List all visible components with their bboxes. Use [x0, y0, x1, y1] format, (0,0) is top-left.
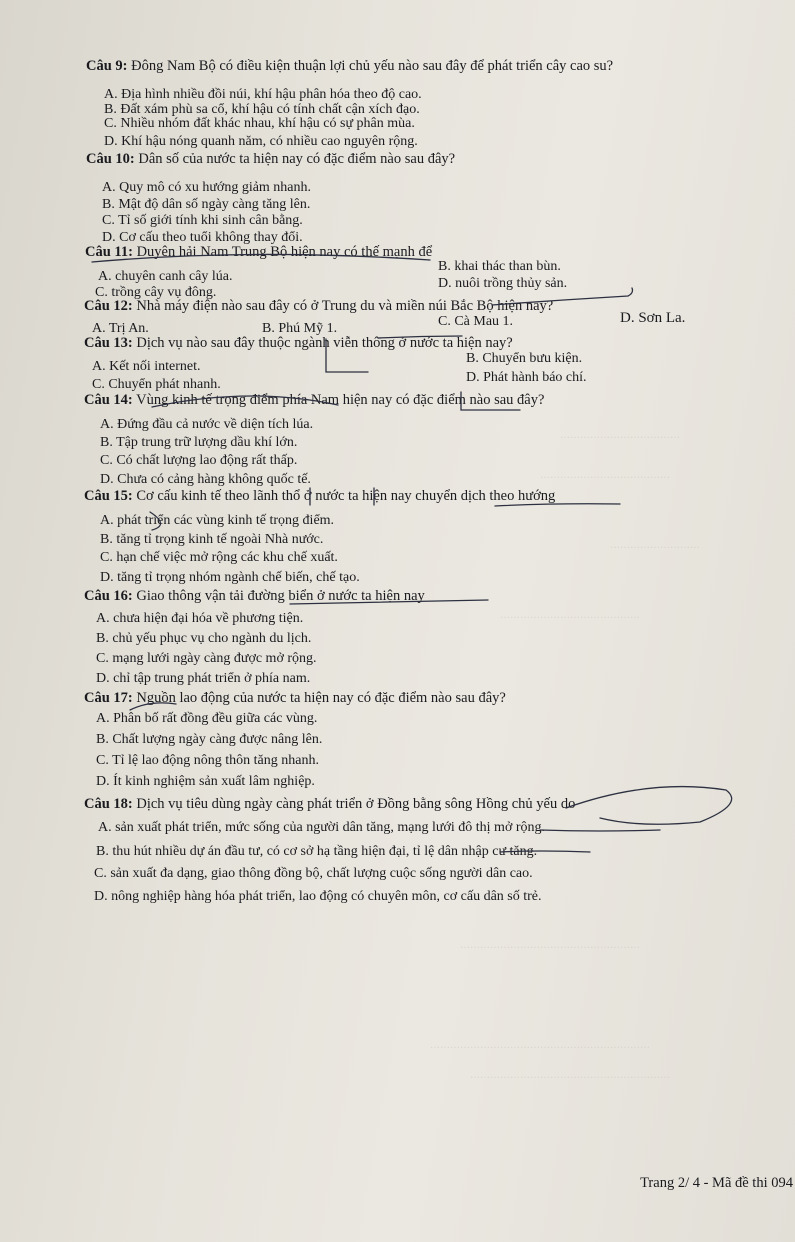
underline-mark [495, 504, 620, 506]
question-number: Câu 12: [84, 298, 133, 314]
q11-option-c: C. trồng cây vụ đông. [95, 285, 217, 300]
q13-option-c: C. Chuyển phát nhanh. [92, 377, 221, 392]
question-stem: Nhà máy điện nào sau đây có ở Trung du và miền núi Bắc Bộ hiện nay? [136, 298, 554, 314]
bleed-through: ………………………………… [540, 470, 670, 481]
question-number: Câu 10: [86, 151, 135, 167]
q12-option-b: B. Phú Mỹ 1. [262, 321, 338, 336]
q15-option-d: D. tăng tỉ trọng nhóm ngành chế biến, chế tạo. [100, 570, 360, 585]
question-stem: Duyên hải Nam Trung Bộ hiện nay có thế mạnh để [136, 244, 433, 260]
page-footer: Trang 2/ 4 - Mã đề thi 094 [640, 1175, 793, 1191]
bleed-through: ……………………… [610, 540, 700, 551]
q16-option-d: D. chỉ tập trung phát triển ở phía nam. [96, 671, 311, 686]
question-number: Câu 18: [84, 796, 133, 812]
underline-mark [500, 851, 590, 852]
q17-option-b: B. Chất lượng ngày càng được nâng lên. [96, 732, 323, 747]
question-stem: Giao thông vận tải đường biển ở nước ta hiện nay [136, 588, 425, 604]
q10-option-d: D. Cơ cấu theo tuổi không thay đổi. [102, 230, 303, 245]
bleed-through: …………………………………… [500, 610, 640, 621]
question-number: Câu 13: [84, 335, 133, 351]
q17-option-d: D. Ít kinh nghiệm sản xuất lâm nghiệp. [96, 774, 315, 789]
circle-mark [566, 787, 732, 825]
q9-option-a: A. Địa hình nhiều đồi núi, khí hậu phân hóa theo độ cao. [104, 87, 422, 102]
underline-mark [290, 600, 488, 604]
question-number: Câu 16: [84, 588, 133, 604]
tick-mark [150, 512, 161, 530]
q10-option-b: B. Mật độ dân số ngày càng tăng lên. [102, 197, 311, 212]
question-stem: Dịch vụ nào sau đây thuộc ngành viễn thông ở nước ta hiện nay? [136, 335, 513, 351]
q16-option-b: B. chủ yếu phục vụ cho ngành du lịch. [96, 631, 312, 646]
q9-option-b: B. Đất xám phù sa cổ, khí hậu có tính chất cận xích đạo. [104, 102, 420, 117]
question-stem: Cơ cấu kinh tế theo lãnh thổ ở nước ta hiện nay chuyển dịch theo hướng [136, 488, 556, 504]
tick-mark [130, 703, 176, 710]
question-number: Câu 17: [84, 690, 133, 706]
q12-option-a: A. Trị An. [92, 321, 149, 336]
q14-option-c: C. Có chất lượng lao động rất thấp. [100, 453, 298, 468]
q9-option-d: D. Khí hậu nóng quanh năm, có nhiều cao nguyên rộng. [104, 134, 418, 149]
q18-option-c: C. sản xuất đa dạng, giao thông đồng bộ, chất lượng cuộc sống người dân cao. [94, 866, 533, 881]
question-number: Câu 9: [86, 58, 128, 74]
q14-option-b: B. Tập trung trữ lượng dầu khí lớn. [100, 435, 298, 450]
underline-mark [92, 254, 430, 262]
q12-option-d: D. Sơn La. [620, 310, 686, 326]
question-stem: Vùng kinh tế trọng điểm phía Nam hiện nay có đặc điểm nào sau đây? [136, 392, 545, 408]
q15-option-a: A. phát triển các vùng kinh tế trọng điểm. [100, 513, 335, 528]
q15-option-b: B. tăng tỉ trọng kinh tế ngoài Nhà nước. [100, 532, 324, 547]
question-number: Câu 11: [85, 244, 133, 260]
bleed-through: ………………………………………………………… [430, 1040, 650, 1051]
q11-option-b: B. khai thác than bùn. [438, 259, 561, 274]
arc-mark [152, 396, 338, 407]
question-stem: Nguồn lao động của nước ta hiện nay có đặc điểm nào sau đây? [136, 690, 506, 706]
q9-option-c: C. Nhiều nhóm đất khác nhau, khí hậu có sự phân mùa. [104, 116, 415, 131]
q15-option-c: C. hạn chế việc mở rộng các khu chế xuất. [100, 550, 338, 565]
q16-option-c: C. mạng lưới ngày càng được mở rộng. [96, 651, 317, 666]
q17-option-c: C. Tỉ lệ lao động nông thôn tăng nhanh. [96, 753, 319, 768]
q13-option-d: D. Phát hành báo chí. [466, 370, 587, 385]
q11-option-a: A. chuyên canh cây lúa. [98, 269, 233, 284]
bracket-mark [461, 392, 520, 410]
question-number: Câu 14: [84, 392, 133, 408]
q11-option-d: D. nuôi trồng thủy sản. [438, 276, 568, 291]
q16-option-a: A. chưa hiện đại hóa về phương tiện. [96, 611, 304, 626]
q12-option-c: C. Cà Mau 1. [438, 314, 514, 329]
bleed-through: …………………………………………………… [470, 1070, 670, 1081]
q18-option-d: D. nông nghiệp hàng hóa phát triển, lao động có chuyên môn, cơ cấu dân số trẻ. [94, 889, 542, 904]
bracket-mark [326, 339, 368, 372]
underline-mark [540, 830, 660, 831]
q10-option-a: A. Quy mô có xu hướng giảm nhanh. [102, 180, 312, 195]
question-stem: Đông Nam Bộ có điều kiện thuận lợi chủ yếu nào sau đây để phát triển cây cao su? [131, 58, 614, 74]
q13-option-b: B. Chuyển bưu kiện. [466, 351, 583, 366]
q14-option-a: A. Đứng đầu cả nước về diện tích lúa. [100, 417, 314, 432]
q17-option-a: A. Phân bố rất đồng đều giữa các vùng. [96, 711, 318, 726]
q13-option-a: A. Kết nối internet. [92, 359, 201, 374]
underline-mark [378, 336, 462, 338]
question-stem: Dân số của nước ta hiện nay có đặc điểm nào sau đây? [138, 151, 456, 167]
bleed-through: ……………………………………………… [460, 940, 640, 951]
q14-option-d: D. Chưa có cảng hàng không quốc tế. [100, 472, 311, 487]
q10-option-c: C. Tỉ số giới tính khi sinh cân bằng. [102, 213, 303, 228]
question-stem: Dịch vụ tiêu dùng ngày càng phát triển ở Đồng bằng sông Hồng chủ yếu do [136, 796, 576, 812]
underline-mark [492, 288, 633, 305]
q18-option-a: A. sản xuất phát triển, mức sống của người dân tăng, mạng lưới đô thị mở rộng. [98, 820, 546, 835]
bleed-through: ……………………………… [560, 430, 680, 441]
question-number: Câu 15: [84, 488, 133, 504]
q18-option-b: B. thu hút nhiều dự án đầu tư, có cơ sở hạ tầng hiện đại, tỉ lệ dân nhập cư tăng. [96, 844, 538, 859]
